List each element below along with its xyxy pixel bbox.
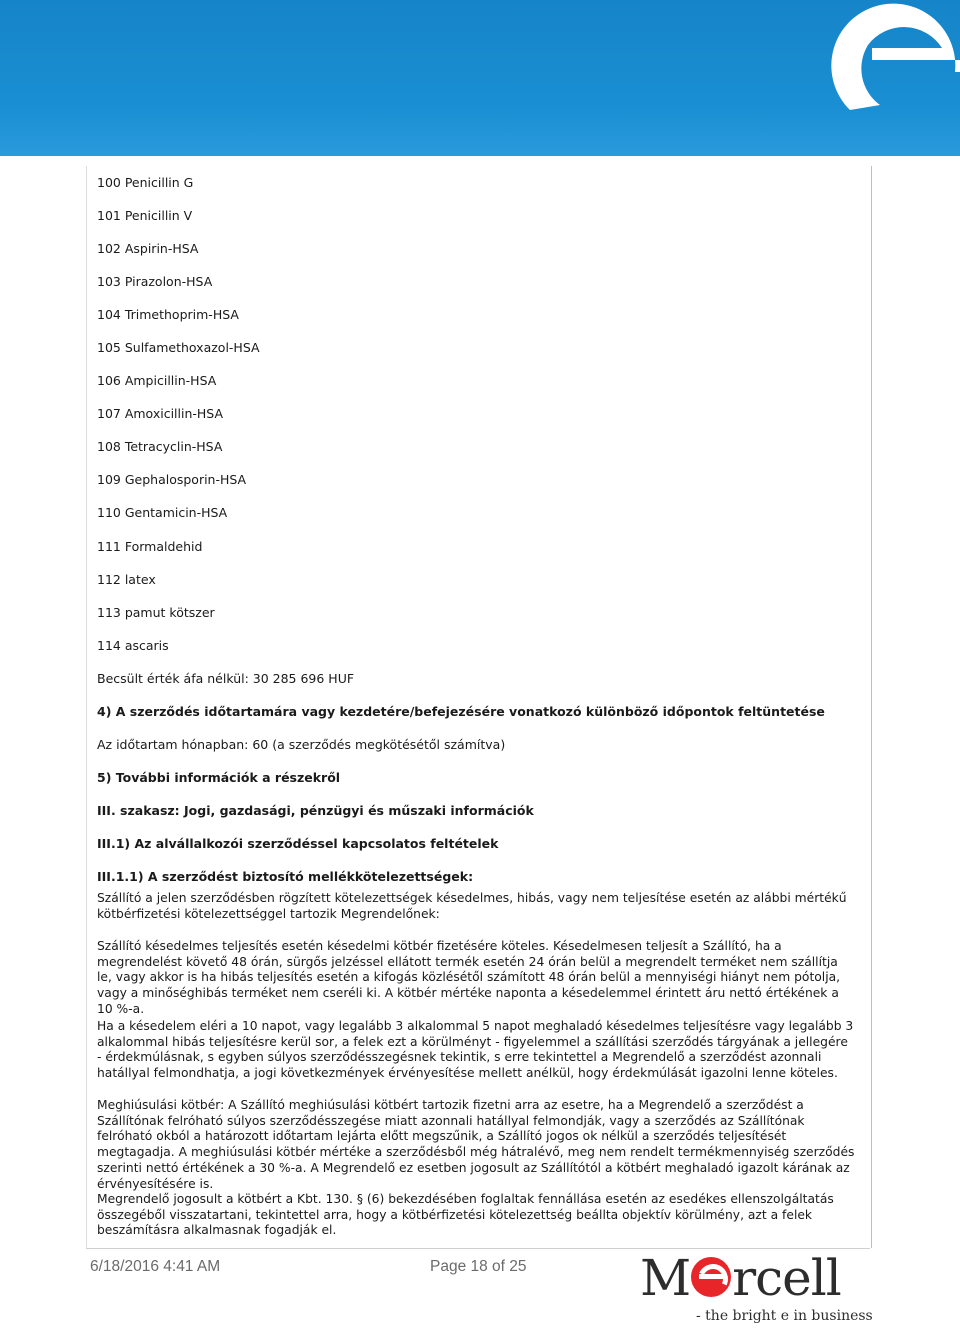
brand-name <box>640 1250 841 1306</box>
document-line: 105 Sulfamethoxazol-HSA <box>97 340 260 356</box>
document-line: 113 pamut kötszer <box>97 604 215 620</box>
document-line: 109 Gephalosporin-HSA <box>97 472 247 488</box>
document-line: 110 Gentamicin-HSA <box>97 505 228 521</box>
document-line: 107 Amoxicillin-HSA <box>97 406 224 422</box>
brand-tagline: - the bright e in business <box>696 1308 873 1324</box>
document-line: 101 Penicillin V <box>97 208 193 224</box>
paragraph: Szállító a jelen szerződésben rögzített kötelezettségek késedelmes, hibás, vagy nem teljesítése esetén az alábbi mértékű kötbérfizetési kötelezettséggel tartozik Megrendelőnek: <box>97 891 847 921</box>
document-line: 106 Ampicillin-HSA <box>97 373 217 389</box>
brand-e-icon <box>691 1257 731 1297</box>
document-line: 114 ascaris <box>97 637 169 653</box>
document-line: 108 Tetracyclin-HSA <box>97 439 223 455</box>
brand-name-end: rcell <box>732 1249 841 1307</box>
paragraph: Ha a késedelem eléri a 10 napot, vagy legalább 3 alkalommal 5 napot meghaladó késedelmes teljesítésre vagy legalább 3 alkalommal hibás teljesítésre kerül sor, a felek ezt a körülményt - figyelemmel a szállítási szerződés tárgyának a jellegére - érdekmúlásnak, s egyben súlyos szerződésszegésnek tekintik, s erre tekintettel a Megrendelő a szerződést azonnali hatállyal felmondhatja, a jogi következmények érvényesítése mellett anélkül, hogy érdekmúlását igazolni lenne köteles. <box>97 1019 854 1081</box>
document-line: 100 Penicillin G <box>97 175 194 190</box>
document-lines <box>97 166 857 893</box>
footer-date: 6/18/2016 4:41 AM <box>90 1258 221 1275</box>
estimated-value: Becsült érték áfa nélkül: 30 285 696 HUF <box>97 670 355 686</box>
section-heading: III.1) Az alvállalkozói szerződéssel kapcsolatos feltételek <box>97 835 499 851</box>
footer-page-number: Page 18 of 25 <box>430 1258 527 1275</box>
section-heading: 4) A szerződés időtartamára vagy kezdetére/befejezésére vonatkozó különböző időpontok feltüntetése <box>97 703 825 719</box>
document-line: 112 latex <box>97 571 156 587</box>
duration-text: Az időtartam hónapban: 60 (a szerződés megkötésétől számítva) <box>97 736 506 752</box>
document-line: 111 Formaldehid <box>97 538 203 554</box>
page-content <box>86 166 872 1248</box>
document-line: 102 Aspirin-HSA <box>97 241 199 257</box>
section-heading: III.1.1) A szerződést biztosító mellékkötelezettségek: <box>97 868 474 884</box>
document-line: 103 Pirazolon-HSA <box>97 274 213 290</box>
brand-name-start: M <box>640 1249 691 1307</box>
logo-e-icon <box>810 0 960 120</box>
section-heading: 5) További információk a részekről <box>97 769 341 785</box>
paragraph: Szállító késedelmes teljesítés esetén késedelmi kötbér fizetésére köteles. Késedelmesen teljesít a Szállító, ha a megrendelést követő 48 órán, sürgős jelzéssel ellátott termék esetén 24 órán belül a megrendelt terméket nem szállítja le, vagy akkor is ha hibás teljesítés esetén a kifogás közlésétől számított 48 órán belül a mennyiségi hiányt nem pótolja, vagy a minőséghibás terméket nem cseréli ki. A kötbér mértéke naponta a késedelemmel érintett áru nettó értékének a 10 %-a. <box>97 939 841 1016</box>
header-banner <box>0 0 960 156</box>
marcell-logo <box>640 1249 873 1329</box>
section-heading: III. szakasz: Jogi, gazdasági, pénzügyi és műszaki információk <box>97 802 534 818</box>
paragraph: Meghiúsulási kötbér: A Szállító meghiúsulási kötbért tartozik fizetni arra az esetre, ha a Megrendelő a szerződést a Szállítónak felróható súlyos szerződésszegése miatt azonnali hatállyal felmondják, vagy a szerződés az Szállítónak felróható okból a határozott időtartam lejárta előtt megszűnik, a Szállító jogos ok nélkül a szerződés teljesítését megtagadja. A meghiúsulási kötbér mértéke a szerződésből még hátralévő, meg nem rendelt termékmennyiség szerződés szerinti nettó értékének a 30 %-a. A Megrendelő ez esetben jogosult az Szállítótól a kötbért meghaladó igazolt kárának az érvényesítésére is. <box>97 1098 855 1191</box>
document-line: 104 Trimethoprim-HSA <box>97 307 239 323</box>
paragraph: Megrendelő jogosult a kötbért a Kbt. 130. § (6) bekezdésében foglaltak fennállása esetén az esedékes ellenszolgáltatás összegéből visszatartani, tekintettel arra, hogy a kötbérfizetési kötelezettség beállta objektív körülmény, azt a felek beszámításra alkalmasnak fogadják el. <box>97 1192 834 1238</box>
